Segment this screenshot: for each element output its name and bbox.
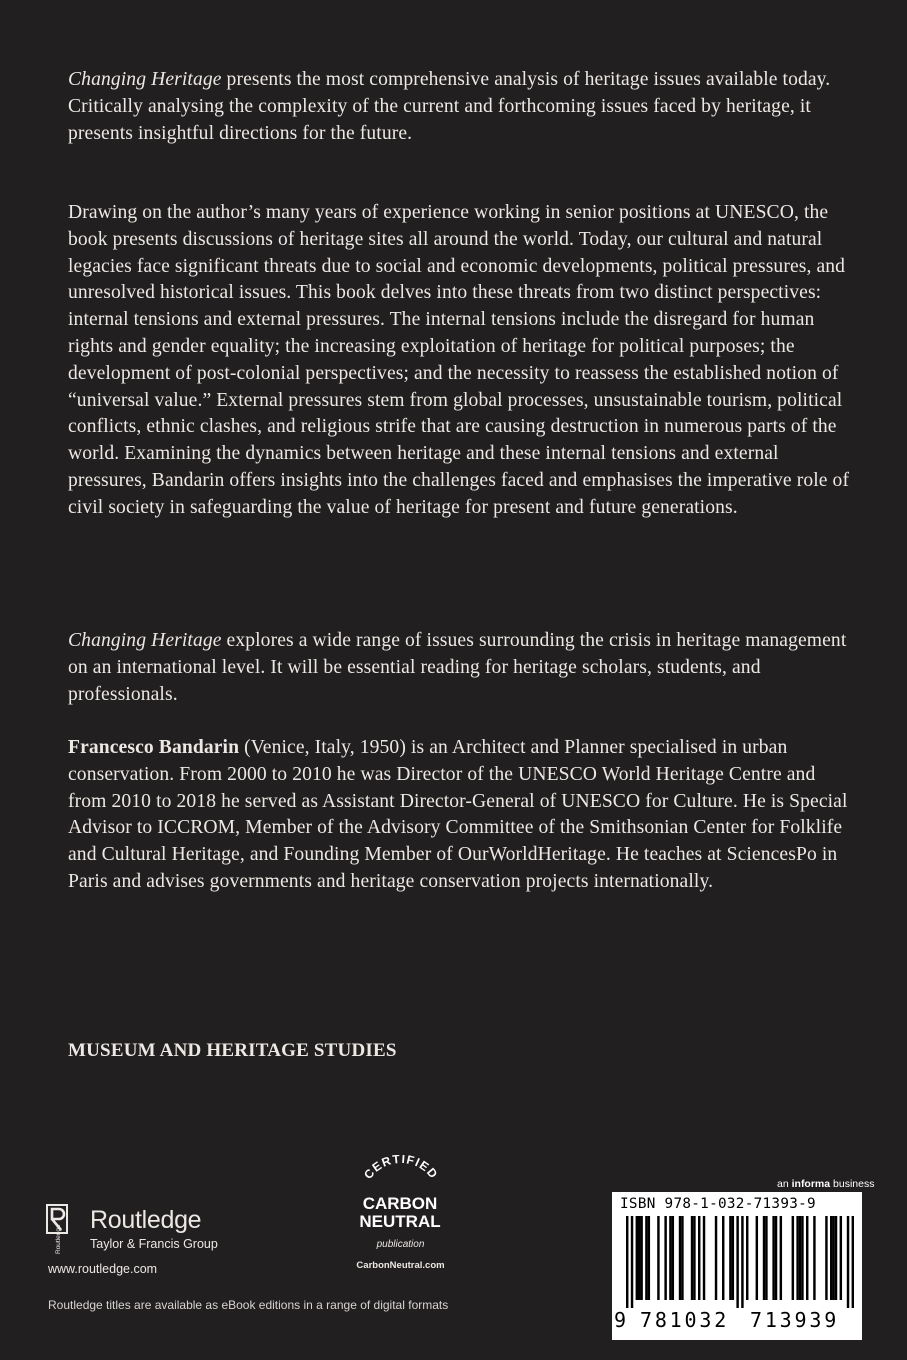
barcode-bar: [799, 1216, 801, 1300]
isbn-label: ISBN 978-1-032-71393-9: [620, 1196, 816, 1212]
barcode-bar: [780, 1216, 782, 1300]
publisher-group: Taylor & Francis Group: [90, 1237, 218, 1251]
barcode-bar: [772, 1216, 774, 1300]
author-name: Francesco Bandarin: [68, 737, 240, 758]
carbon-neutral-badge-icon: [343, 1155, 458, 1239]
carbon-text: CARBON: [362, 1194, 438, 1213]
barcode-bar: [741, 1216, 743, 1308]
barcode-bar: [703, 1216, 705, 1300]
barcode-bar: [825, 1216, 827, 1300]
barcode-bar: [638, 1216, 640, 1300]
barcode-left-digits: 781032: [640, 1308, 730, 1332]
informa-tagline: an informa business: [777, 1178, 875, 1190]
barcode-bar: [722, 1216, 724, 1300]
barcode-bar: [691, 1216, 693, 1300]
barcode-bar: [640, 1216, 642, 1300]
publisher-name: Routledge: [90, 1206, 202, 1234]
author-bio: [68, 735, 858, 896]
publication-label: publication: [376, 1239, 425, 1250]
description-paragraph-1: [68, 67, 858, 147]
ebook-note: Routledge titles are available as eBook editions in a range of digital formats: [48, 1298, 449, 1312]
carbon-url: CarbonNeutral.com: [356, 1260, 445, 1271]
publisher-website: www.routledge.com: [48, 1262, 158, 1276]
barcode-bar: [832, 1216, 834, 1300]
paragraph-text: presents the most comprehensive analysis of heritage issues available today. Critically analysing the complexity of the current and forthcoming issues faced by heritage, it presents insightful directions for the future.: [68, 69, 831, 144]
neutral-text: NEUTRAL: [359, 1212, 441, 1231]
barcode-bar: [664, 1216, 666, 1300]
barcode-bar: [765, 1216, 767, 1300]
barcode-bar: [840, 1216, 842, 1300]
paragraph-text: Drawing on the author’s many years of experience working in senior positions at UNESCO, the book presents discussions of heritage sites all around the world. Today, our cultural and natural legacies face significant threats due to social and economic developments, political pressures, and unresolved historical issues. This book delves into these threats from two distinct perspectives: internal tensions and external pressures. The internal tensions include the disregard for human rights and gender equality; the increasing exploitation of heritage for political purposes; the development of post-colonial perspectives; and the necessity to reassess the established notion of “universal value.” External pressures stem from global processes, unsustainable tourism, political conflicts, ethnic clashes, and religious strife that are causing destruction in numerous parts of the world. Examining the dynamics between heritage and these internal tensions and external pressures, Bandarin offers insights into the challenges faced and emphasises the imperative role of civil society in safeguarding the value of heritage for present and future generations.: [68, 202, 850, 518]
barcode-bar: [679, 1216, 681, 1300]
barcode-bar: [657, 1216, 659, 1300]
certified-text: CERTIFIED: [361, 1155, 441, 1182]
barcode-bar: [693, 1216, 695, 1300]
barcode-bar: [648, 1216, 650, 1300]
informa-brand: informa: [791, 1178, 831, 1190]
barcode-bars: [626, 1216, 854, 1308]
barcode-bar: [672, 1216, 674, 1300]
barcode-bar: [736, 1216, 738, 1308]
barcode-bar: [830, 1216, 832, 1300]
description-paragraph-3: [68, 628, 858, 708]
barcode-bar: [763, 1216, 765, 1300]
book-title-italic: Changing Heritage: [68, 630, 222, 651]
barcode-bar: [732, 1216, 734, 1300]
barcode-bar: [835, 1216, 837, 1300]
isbn-barcode: [612, 1192, 862, 1340]
barcode-bar: [715, 1216, 717, 1300]
series-title: MUSEUM AND HERITAGE STUDIES: [68, 1040, 397, 1061]
barcode-bar: [806, 1216, 808, 1300]
barcode-bar: [796, 1216, 798, 1300]
barcode-bar: [698, 1216, 700, 1300]
barcode-bar: [626, 1216, 628, 1308]
barcode-bar: [636, 1216, 638, 1300]
description-paragraph-2: [68, 200, 858, 522]
barcode-bar: [775, 1216, 777, 1300]
barcode-bar: [746, 1216, 748, 1300]
barcode-bar: [847, 1216, 849, 1308]
bio-text: (Venice, Italy, 1950) is an Architect and Planner specialised in urban conservation. From 2000 to 2010 he was Director of the UNESCO World Heritage Centre and from 2010 to 2018 he served as Assistant Director-General of UNESCO for Culture. He is Special Advisor to ICCROM, Member of the Advisory Committee of the Smithsonian Center for Folklife and Cultural Heritage, and Founding Member of OurWorldHeritage. He teaches at SciencesPo in Paris and advises governments and heritage conservation projects internationally.: [68, 737, 848, 892]
barcode-bar: [669, 1216, 671, 1300]
svg-text:Routledge: Routledge: [55, 1224, 62, 1254]
barcode-bar: [813, 1216, 815, 1300]
barcode-first-digit: 9: [614, 1308, 629, 1332]
svg-text:CERTIFIED: [361, 1155, 441, 1182]
barcode-bar: [729, 1216, 731, 1300]
barcode-bar: [801, 1216, 803, 1300]
barcode-bar: [645, 1216, 647, 1300]
book-title-italic: Changing Heritage: [68, 69, 222, 90]
barcode-bar: [631, 1216, 633, 1308]
barcode-bar: [852, 1216, 854, 1308]
barcode-bar: [681, 1216, 683, 1300]
paragraph-text: explores a wide range of issues surrounding the crisis in heritage management on an international level. It will be essential reading for heritage scholars, students, and professionals.: [68, 630, 847, 705]
barcode-bar: [756, 1216, 758, 1300]
carbon-neutral-logo: [343, 1155, 458, 1275]
barcode-right-digits: 713939: [750, 1308, 840, 1332]
barcode-bar: [792, 1216, 794, 1300]
routledge-r-icon: [46, 1204, 76, 1256]
